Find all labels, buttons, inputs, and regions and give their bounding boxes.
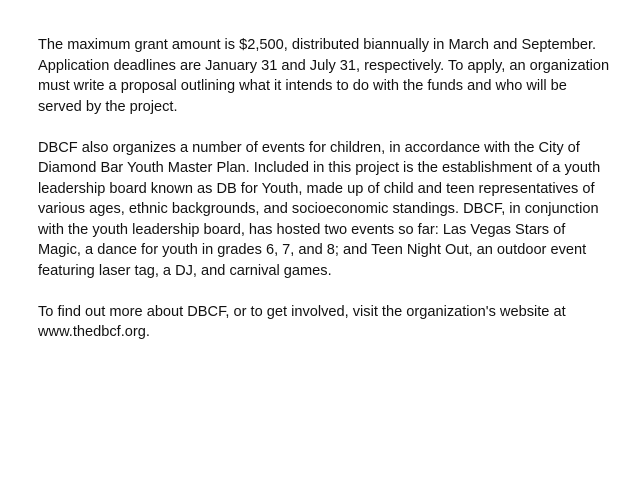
grant-info-paragraph: The maximum grant amount is $2,500, distributed biannually in March and September. Application deadlines are January 31 and July 31, respectively. To apply, an organization must write a proposal outlining what it intends to do with the funds and who will be served by the project.	[38, 37, 610, 115]
events-paragraph: DBCF also organizes a number of events for children, in accordance with the City of Diamond Bar Youth Master Plan. Included in this project is the establishment of a youth leadership board known as DB for Youth, made up of child and teen representatives of various ages, ethnic backgrounds, and socioeconomic standings. DBCF, in conjunction with the youth leadership board, has hosted two events so far: Las Vegas Stars of Magic, a dance for youth in grades 6, 7, and 8; and Teen Night Out, an outdoor event featuring laser tag, a DJ, and carnival games.	[38, 139, 601, 279]
document-body	[38, 35, 610, 343]
contact-paragraph: To find out more about DBCF, or to get involved, visit the organization's website at www.thedbcf.org.	[38, 303, 566, 340]
